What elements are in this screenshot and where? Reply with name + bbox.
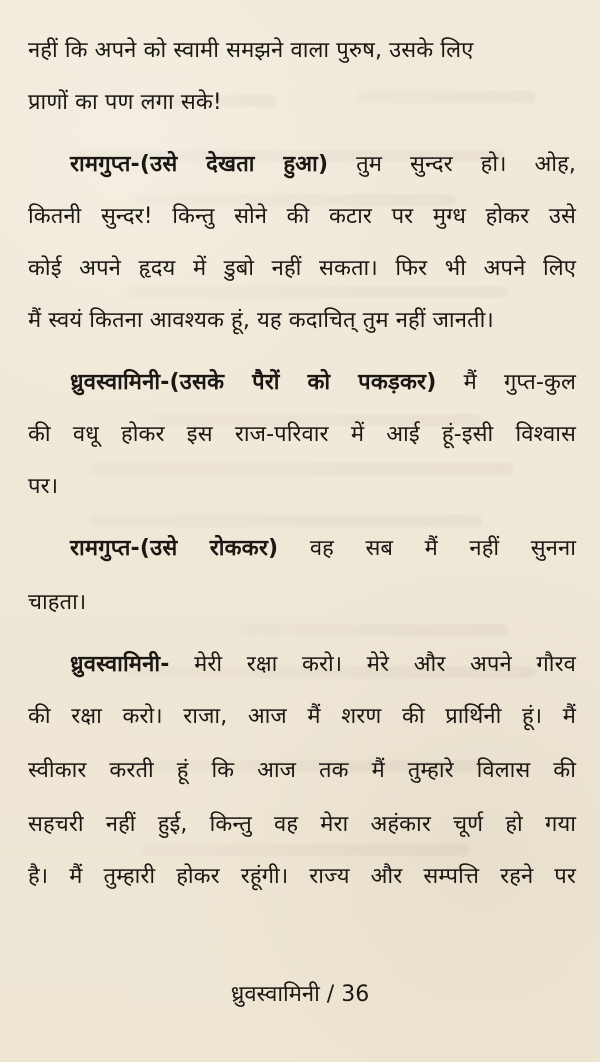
speaker-dhruvaswamini: ध्रुवस्वामिनी-(उसके पैरों को पकड़कर) (70, 370, 437, 395)
speaker-dhruvaswamini: ध्रुवस्वामिनी- (70, 652, 170, 677)
dialogue-line-dhruvaswamini-1 (70, 366, 576, 400)
text-line-13: की रक्षा करो। राजा, आज मैं शरण की प्रार्थिनी हूं। मैं (28, 704, 576, 729)
text-line-14: स्वीकार करती हूं कि आज तक मैं तुम्हारे विलास की (28, 758, 576, 783)
dialogue-line-ramgupta-2 (70, 532, 576, 566)
text-line-4: कितनी सुन्दर! किन्तु सोने की कटार पर मुग्ध होकर उसे (28, 204, 576, 229)
text-line-6: मैं स्वयं कितना आवश्यक हूं, यह कदाचित् तुम नहीं जानती। (28, 308, 494, 333)
text-line-9: पर। (28, 474, 59, 499)
text-line-15: सहचरी नहीं हुई, किन्तु वह मेरा अहंकार चूर्ण हो गया (28, 812, 577, 837)
dialogue-text: वह सब मैं नहीं सुनना (309, 536, 576, 561)
dialogue-text: मेरी रक्षा करो। मेरे और अपने गौरव (194, 652, 577, 677)
text-line-16: है। मैं तुम्हारी होकर रहूंगी। राज्य और सम्पत्ति रहने पर (28, 864, 576, 889)
document-content (28, 0, 576, 1062)
dialogue-line-ramgupta-1 (70, 148, 576, 182)
page-footer (0, 980, 600, 1010)
text-line-8: की वधू होकर इस राज-परिवार में आई हूं-इसी विश्वास (28, 422, 576, 447)
dialogue-line-dhruvaswamini-2 (70, 648, 576, 682)
text-line-1: नहीं कि अपने को स्वामी समझने वाला पुरुष, उसके लिए (28, 38, 474, 63)
speaker-ramgupta: रामगुप्त-(उसे रोककर) (70, 536, 279, 561)
running-footer: ध्रुवस्वामिनी / 36 (230, 982, 370, 1007)
text-line-2: प्राणों का पण लगा सके! (28, 90, 222, 115)
text-line-5: कोई अपने हृदय में डुबो नहीं सकता। फिर भी अपने लिए (28, 256, 576, 281)
text-line-11: चाहता। (28, 590, 87, 615)
speaker-ramgupta: रामगुप्त-(उसे देखता हुआ) (70, 152, 329, 177)
dialogue-text: तुम सुन्दर हो। ओह, (356, 152, 577, 177)
dialogue-text: मैं गुप्त-कुल (463, 370, 576, 395)
